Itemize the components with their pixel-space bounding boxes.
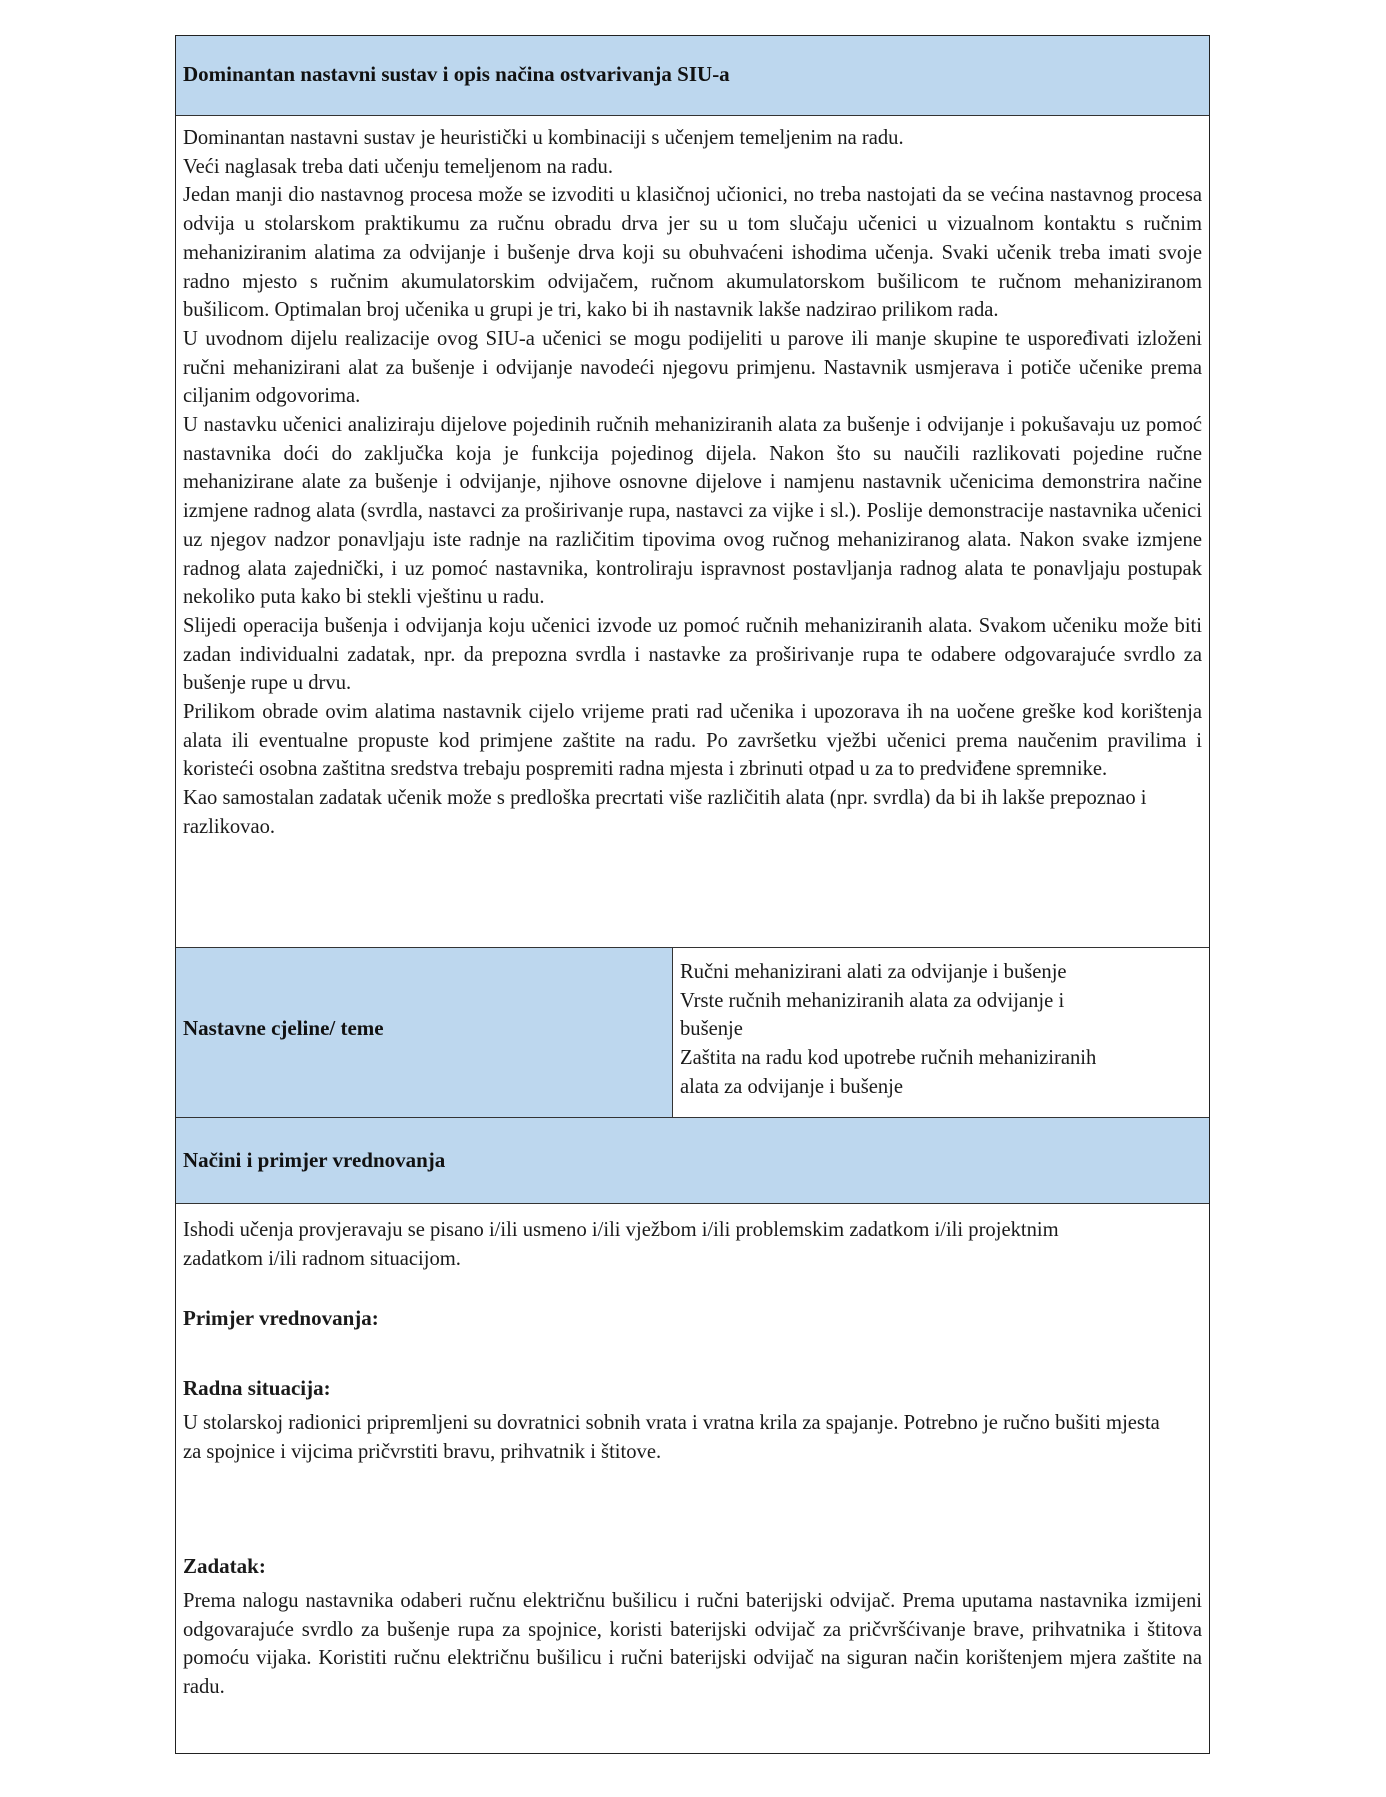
section-body-evaluation (176, 1203, 1209, 1755)
section-body-teaching-system (176, 115, 1209, 947)
paragraph: Prilikom obrade ovim alatima nastavnik cijelo vrijeme prati rad učenika i upozorava ih na uočene greške kod korištenja alata ili eventualne propuste kod primjene zaštite na radu. Po završetku vježbi učenici prema naučenim pravilima i koristeći osobna zaštitna sredstva trebaju pospremiti radna mjesta i zbrinuti otpad u za to predviđene spremnike. (183, 701, 1202, 781)
task-heading: Zadatak: (183, 1554, 266, 1578)
topics-row (176, 947, 1209, 1117)
example-heading: Primjer vrednovanja: (183, 1306, 379, 1330)
paragraph: Dominantan nastavni sustav je heuristički u kombinaciji s učenjem temeljenim na radu. (183, 127, 904, 149)
paragraph: U nastavku učenici analiziraju dijelove pojedinih ručnih mehaniziranih alata za bušenje i odvijanje i pokušavaju uz pomoć nastavnika doći do zaključka koja je funkcija pojedinog dijela. Nakon što su naučili razlikovati pojedine ručne mehanizirane alate za bušenje i odvijanje, njihove osnovne dijelove i namjenu nastavnik učenicima demonstrira načine izmjene radnog alata (svrdla, nastavci za proširivanje rupa, nastavci za vijke i sl.). Poslije demonstracije nastavnika učenici uz njegov nadzor ponavljaju iste radnje na različitim tipovima ovog ručnog mehaniziranog alata. Nakon svake izmjene radnog alata zajednički, i uz pomoć nastavnika, kontroliraju ispravnost postavljanja radnog alata te ponavljaju postupak nekoliko puta kako bi stekli vještinu u radu. (183, 414, 1202, 609)
situation-text: U stolarskoj radionici pripremljeni su dovratnici sobnih vrata i vratna krila za spajanje. Potrebno je ručno bušiti mjesta za spojnice i vijcima pričvrstiti bravu, prihvatnik i štitove. (183, 1412, 1160, 1463)
paragraph: Kao samostalan zadatak učenik može s predloška precrtati više različitih alata (npr. svrdla) da bi ih lakše prepoznao i razlikovao. (183, 787, 1147, 838)
paragraph: U uvodnom dijelu realizacije ovog SIU-a učenici se mogu podijeliti u parove ili manje skupine te uspoređivati izloženi ručni mehanizirani alat za bušenje i odvijanje navodeći njegovu primjenu. Nastavnik usmjerava i potiče učenike prema ciljanim odgovorima. (183, 327, 1202, 408)
evaluation-intro: Ishodi učenja provjeravaju se pisano i/ili usmeno i/ili vježbom i/ili problemskim zadatkom i/ili projektnim zadatkom i/ili radnom situacijom. (183, 1219, 1059, 1270)
topic-item: Vrste ručnih mehaniziranih alata za odvijanje i bušenje (680, 989, 1065, 1041)
topics-label-cell (176, 948, 673, 1117)
paragraph: Slijedi operacija bušenja i odvijanja koju učenici izvode uz pomoć ručnih mehaniziranih alata. Svakom učeniku može biti zadan individualni zadatak, npr. da prepozna svrdla i nastavke za proširivanje rupa te odabere odgovarajuće svrdlo za bušenje rupe u drvu. (183, 614, 1202, 695)
section-header-evaluation (176, 1117, 1209, 1203)
task-text: Prema nalogu nastavnika odaberi ručnu električnu bušilicu i ručni baterijski odvijač. Prema uputama nastavnika izmijeni odgovarajuće svrdlo za bušenje rupa za spojnice, koristi baterijski odvijač za pričvršćivanje brave, prihvatnika i štitova pomoću vijaka. Koristiti ručnu električnu bušilicu i ručni baterijski odvijač na siguran način korištenjem mjera zaštite na radu. (183, 1590, 1202, 1699)
section-header-teaching-system (176, 36, 1209, 115)
curriculum-table (175, 35, 1210, 1754)
paragraph: Jedan manji dio nastavnog procesa može se izvoditi u klasičnoj učionici, no treba nastojati da se većina nastavnog procesa odvija u stolarskom praktikumu za ručnu obradu drva jer su u tom slučaju učenici u vizualnom kontaktu s ručnim mehaniziranim alatima za odvijanje i bušenje drva koji su obuhvaćeni ishodima učenja. Svaki učenik treba imati svoje radno mjesto s ručnim akumulatorskim odvijačem, ručnom akumulatorskom bušilicom te ručnom mehaniziranom bušilicom. Optimalan broj učenika u grupi je tri, kako bi ih nastavnik lakše nadzirao prilikom rada. (183, 184, 1202, 322)
topic-item: Ručni mehanizirani alati za odvijanje i bušenje (680, 961, 1067, 983)
topics-label: Nastavne cjeline/ teme (183, 1016, 384, 1040)
topic-item: Zaštita na radu kod upotrebe ručnih mehaniziranih alata za odvijanje i bušenje (680, 1047, 1097, 1098)
paragraph: Veći naglasak treba dati učenju temeljenom na radu. (183, 155, 614, 178)
section-title: Dominantan nastavni sustav i opis načina ostvarivanja SIU-a (183, 62, 730, 86)
situation-heading: Radna situacija: (183, 1376, 331, 1400)
section-title: Načini i primjer vrednovanja (183, 1148, 446, 1172)
topics-list-cell (673, 948, 1209, 1117)
